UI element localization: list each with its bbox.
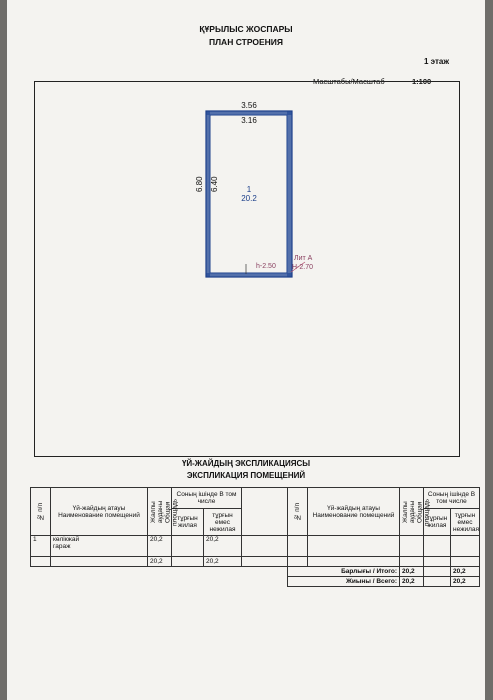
vsego-living (424, 577, 451, 587)
floor-label: 1 этаж (424, 57, 450, 66)
col-num-header-2: № п/п (293, 502, 301, 521)
col-living-header-2: тұрғын жилая (424, 509, 451, 536)
room-number: 1 (246, 185, 252, 194)
row-num: 1 (31, 536, 51, 557)
inner-height-dim: 6.40 (210, 176, 219, 192)
col-nonliving-header-2: тұрғын емес нежилая (451, 509, 480, 536)
itogo-row (31, 567, 480, 577)
outer-width-dim: 3.56 (241, 101, 257, 110)
row-total: 20,2 (148, 536, 172, 557)
vsego-nonliving: 20,2 (451, 577, 480, 587)
itogo-living (424, 567, 451, 577)
explication-title-kz: ҮЙ-ЖАЙДЫҢ ЭКСПЛИКАЦИЯСЫ (181, 459, 311, 468)
itogo-nonliving: 20,2 (451, 567, 480, 577)
col-living-header: тұрғын жилая (172, 509, 204, 536)
subtotal-row (31, 557, 480, 567)
row-name-kz: көлікжай (53, 536, 80, 543)
col-including-header-2: Соның ішінде В том числе (424, 488, 480, 509)
outer-height-dim: 6.80 (195, 176, 204, 192)
row-nonliving: 20,2 (204, 536, 242, 557)
col-nonliving-header: тұрғын емес нежилая (204, 509, 242, 536)
explication-table (30, 487, 480, 587)
col-num-header: № п/п (36, 502, 44, 521)
vsego-total: 20,2 (400, 577, 424, 587)
col-total-header: Жалпы ауданы Общая площадь (150, 497, 179, 526)
height-label: h-2.50 (256, 263, 276, 270)
col-including-header: Соның ішінде В том числе (172, 488, 242, 509)
title-ru: ПЛАН СТРОЕНИЯ (208, 37, 284, 47)
vsego-row (31, 577, 480, 587)
subtotal-nonliving: 20,2 (204, 557, 242, 567)
row-name-ru: гараж (53, 543, 71, 550)
subtotal-living (172, 557, 204, 567)
scale-label: Масштабы/Масштаб (313, 77, 385, 86)
row-name (51, 536, 148, 557)
header-row (31, 488, 480, 509)
inner-width-dim: 3.16 (241, 116, 257, 125)
explication-title-ru: ЭКСПЛИКАЦИЯ ПОМЕЩЕНИЙ (186, 471, 306, 480)
itogo-label: Барлығы / Итого: (288, 567, 400, 577)
itogo-total: 20,2 (400, 567, 424, 577)
scale-value: 1:100 (412, 77, 432, 86)
col-name-header: Үй-жайдың атауы Наименование помещений (51, 488, 148, 536)
vsego-label: Жиыны / Всего: (288, 577, 400, 587)
room-area: 20.2 (241, 194, 257, 203)
row-living (172, 536, 204, 557)
lit-height: H-2.70 (292, 264, 314, 271)
table-row (31, 536, 480, 557)
lit-label: Лит А (294, 255, 313, 262)
subtotal-total: 20,2 (148, 557, 172, 567)
col-name-header-2: Үй-жайдың атауы Наименование помещений (308, 488, 400, 536)
title-kz: ҚҰРЫЛЫС ЖОСПАРЫ (199, 24, 293, 34)
col-total-header-2: Жалпы ауданы Общая площадь (402, 497, 431, 526)
